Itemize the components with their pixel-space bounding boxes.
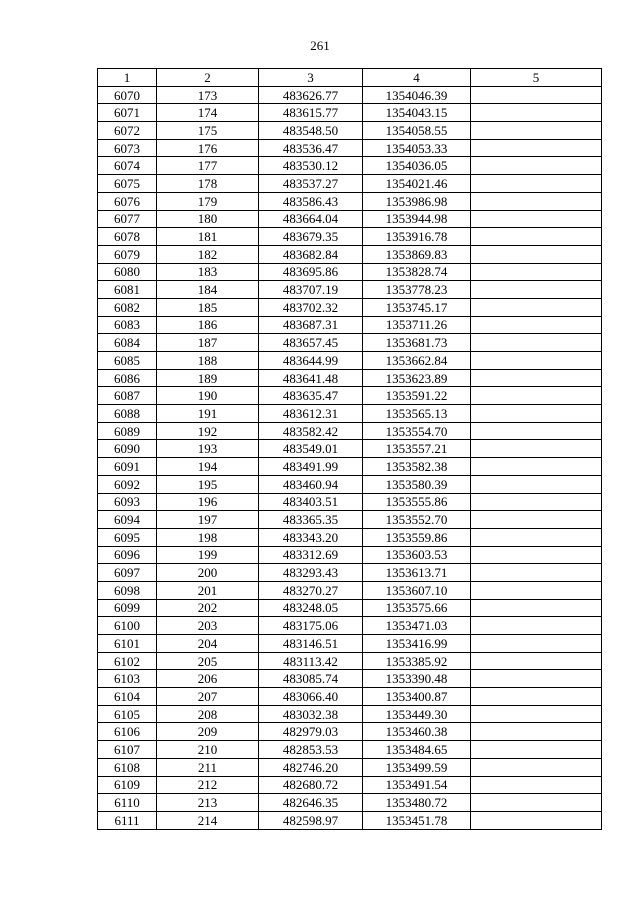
table-cell: 1353582.38 bbox=[363, 458, 471, 476]
table-cell bbox=[471, 405, 602, 423]
table-cell: 483702.32 bbox=[259, 298, 363, 316]
table-cell: 483641.48 bbox=[259, 369, 363, 387]
table-row bbox=[98, 581, 602, 599]
table-cell: 6095 bbox=[98, 528, 157, 546]
table-cell: 6083 bbox=[98, 316, 157, 334]
table-cell bbox=[471, 281, 602, 299]
column-header: 5 bbox=[471, 69, 602, 87]
table-cell: 6074 bbox=[98, 157, 157, 175]
table-cell: 185 bbox=[157, 298, 259, 316]
table-cell: 1353480.72 bbox=[363, 794, 471, 812]
table-row bbox=[98, 564, 602, 582]
table-cell bbox=[471, 86, 602, 104]
table-cell bbox=[471, 758, 602, 776]
table-cell: 6071 bbox=[98, 104, 157, 122]
table-row bbox=[98, 635, 602, 653]
table-cell: 483312.69 bbox=[259, 546, 363, 564]
table-cell: 1354043.15 bbox=[363, 104, 471, 122]
table-cell: 1353681.73 bbox=[363, 334, 471, 352]
table-row bbox=[98, 670, 602, 688]
table-cell: 181 bbox=[157, 228, 259, 246]
table-cell: 180 bbox=[157, 210, 259, 228]
table-cell bbox=[471, 387, 602, 405]
table-cell: 1353559.86 bbox=[363, 528, 471, 546]
table-cell bbox=[471, 688, 602, 706]
table-cell: 203 bbox=[157, 617, 259, 635]
table-cell: 1353565.13 bbox=[363, 405, 471, 423]
table-cell: 483687.31 bbox=[259, 316, 363, 334]
table-cell: 483664.04 bbox=[259, 210, 363, 228]
table-cell: 483343.20 bbox=[259, 528, 363, 546]
table-cell: 173 bbox=[157, 86, 259, 104]
table-cell: 1353869.83 bbox=[363, 245, 471, 263]
table-cell: 1353552.70 bbox=[363, 511, 471, 529]
table-cell: 6072 bbox=[98, 122, 157, 140]
table-cell: 205 bbox=[157, 652, 259, 670]
table-cell bbox=[471, 564, 602, 582]
table-cell: 1353400.87 bbox=[363, 688, 471, 706]
table-cell: 1354036.05 bbox=[363, 157, 471, 175]
table-cell: 1353499.59 bbox=[363, 758, 471, 776]
table-cell: 1353451.78 bbox=[363, 811, 471, 829]
table-cell: 197 bbox=[157, 511, 259, 529]
table-cell: 483626.77 bbox=[259, 86, 363, 104]
table-row bbox=[98, 652, 602, 670]
table-cell: 1353471.03 bbox=[363, 617, 471, 635]
table-cell: 482598.97 bbox=[259, 811, 363, 829]
table-cell: 6102 bbox=[98, 652, 157, 670]
table-row bbox=[98, 122, 602, 140]
table-row bbox=[98, 440, 602, 458]
table-cell: 483248.05 bbox=[259, 599, 363, 617]
table-cell bbox=[471, 546, 602, 564]
table-cell: 6087 bbox=[98, 387, 157, 405]
table-cell: 482746.20 bbox=[259, 758, 363, 776]
table-cell: 483270.27 bbox=[259, 581, 363, 599]
table-cell: 6109 bbox=[98, 776, 157, 794]
table-cell: 6078 bbox=[98, 228, 157, 246]
table-row bbox=[98, 422, 602, 440]
table-cell bbox=[471, 475, 602, 493]
table-cell bbox=[471, 723, 602, 741]
table-row bbox=[98, 387, 602, 405]
table-row bbox=[98, 139, 602, 157]
table-cell: 1354053.33 bbox=[363, 139, 471, 157]
table-row bbox=[98, 794, 602, 812]
table-cell: 6108 bbox=[98, 758, 157, 776]
table-cell: 209 bbox=[157, 723, 259, 741]
table-cell bbox=[471, 776, 602, 794]
table-cell: 202 bbox=[157, 599, 259, 617]
table-cell: 1353554.70 bbox=[363, 422, 471, 440]
table-cell bbox=[471, 228, 602, 246]
table-cell bbox=[471, 263, 602, 281]
coordinates-table bbox=[97, 68, 602, 830]
table-cell: 195 bbox=[157, 475, 259, 493]
table-cell: 483537.27 bbox=[259, 175, 363, 193]
table-cell bbox=[471, 811, 602, 829]
table-cell bbox=[471, 528, 602, 546]
table-cell: 483582.42 bbox=[259, 422, 363, 440]
table-cell: 483491.99 bbox=[259, 458, 363, 476]
table-cell bbox=[471, 352, 602, 370]
table-cell: 188 bbox=[157, 352, 259, 370]
table-row bbox=[98, 688, 602, 706]
table-cell: 483175.06 bbox=[259, 617, 363, 635]
table-cell: 6091 bbox=[98, 458, 157, 476]
column-header: 3 bbox=[259, 69, 363, 87]
table-cell: 1353449.30 bbox=[363, 705, 471, 723]
table-cell bbox=[471, 210, 602, 228]
table-cell: 1353385.92 bbox=[363, 652, 471, 670]
table-cell: 6089 bbox=[98, 422, 157, 440]
table-cell: 6090 bbox=[98, 440, 157, 458]
table-row bbox=[98, 263, 602, 281]
table-cell bbox=[471, 635, 602, 653]
table-cell: 6079 bbox=[98, 245, 157, 263]
table-row bbox=[98, 369, 602, 387]
table-row bbox=[98, 228, 602, 246]
table-row bbox=[98, 192, 602, 210]
table-cell: 1353916.78 bbox=[363, 228, 471, 246]
table-cell: 483365.35 bbox=[259, 511, 363, 529]
table-cell: 1353591.22 bbox=[363, 387, 471, 405]
table-cell: 208 bbox=[157, 705, 259, 723]
table-cell bbox=[471, 122, 602, 140]
table-cell bbox=[471, 192, 602, 210]
column-header: 4 bbox=[363, 69, 471, 87]
table-cell: 184 bbox=[157, 281, 259, 299]
table-row bbox=[98, 210, 602, 228]
table-row bbox=[98, 493, 602, 511]
column-header: 1 bbox=[98, 69, 157, 87]
table-cell: 1353745.17 bbox=[363, 298, 471, 316]
table-cell: 6101 bbox=[98, 635, 157, 653]
table-cell: 206 bbox=[157, 670, 259, 688]
table-cell bbox=[471, 175, 602, 193]
table-cell: 183 bbox=[157, 263, 259, 281]
table-row bbox=[98, 723, 602, 741]
table-cell: 6086 bbox=[98, 369, 157, 387]
table-cell: 6073 bbox=[98, 139, 157, 157]
table-row bbox=[98, 458, 602, 476]
table-row bbox=[98, 599, 602, 617]
table-cell bbox=[471, 670, 602, 688]
header-row bbox=[98, 69, 602, 87]
table-cell: 6110 bbox=[98, 794, 157, 812]
table-cell: 1354046.39 bbox=[363, 86, 471, 104]
table-cell bbox=[471, 298, 602, 316]
table-cell: 175 bbox=[157, 122, 259, 140]
table-cell: 210 bbox=[157, 741, 259, 759]
table-cell: 198 bbox=[157, 528, 259, 546]
table-cell: 6103 bbox=[98, 670, 157, 688]
table-cell: 6093 bbox=[98, 493, 157, 511]
table-cell: 1353778.23 bbox=[363, 281, 471, 299]
page-number: 261 bbox=[310, 38, 330, 53]
table-row bbox=[98, 511, 602, 529]
table-cell: 6105 bbox=[98, 705, 157, 723]
table-row bbox=[98, 811, 602, 829]
table-cell: 1353575.66 bbox=[363, 599, 471, 617]
table-cell: 177 bbox=[157, 157, 259, 175]
table-cell: 6097 bbox=[98, 564, 157, 582]
table-row bbox=[98, 298, 602, 316]
table-cell: 483066.40 bbox=[259, 688, 363, 706]
table-cell: 179 bbox=[157, 192, 259, 210]
table-cell: 483612.31 bbox=[259, 405, 363, 423]
table-cell: 196 bbox=[157, 493, 259, 511]
table-row bbox=[98, 86, 602, 104]
table-cell: 482979.03 bbox=[259, 723, 363, 741]
table-cell: 189 bbox=[157, 369, 259, 387]
table-row bbox=[98, 175, 602, 193]
table-cell: 483644.99 bbox=[259, 352, 363, 370]
table-row bbox=[98, 316, 602, 334]
table-cell: 1353662.84 bbox=[363, 352, 471, 370]
table-cell: 1353390.48 bbox=[363, 670, 471, 688]
table-cell: 201 bbox=[157, 581, 259, 599]
table-cell: 6070 bbox=[98, 86, 157, 104]
table-cell bbox=[471, 369, 602, 387]
table-row bbox=[98, 776, 602, 794]
table-cell: 1353986.98 bbox=[363, 192, 471, 210]
table-cell: 6100 bbox=[98, 617, 157, 635]
table-cell: 1353613.71 bbox=[363, 564, 471, 582]
table-cell bbox=[471, 245, 602, 263]
table-cell: 483032.38 bbox=[259, 705, 363, 723]
table-cell: 1354021.46 bbox=[363, 175, 471, 193]
table-cell bbox=[471, 104, 602, 122]
table-row bbox=[98, 352, 602, 370]
table-cell: 483707.19 bbox=[259, 281, 363, 299]
table-cell: 187 bbox=[157, 334, 259, 352]
table-cell: 483657.45 bbox=[259, 334, 363, 352]
table-row bbox=[98, 546, 602, 564]
table-cell bbox=[471, 652, 602, 670]
table-cell: 1353580.39 bbox=[363, 475, 471, 493]
table-cell: 6076 bbox=[98, 192, 157, 210]
table-cell bbox=[471, 705, 602, 723]
table-cell: 6106 bbox=[98, 723, 157, 741]
table-cell: 199 bbox=[157, 546, 259, 564]
table-row bbox=[98, 617, 602, 635]
table-cell bbox=[471, 617, 602, 635]
table-cell: 1353416.99 bbox=[363, 635, 471, 653]
table-cell: 483293.43 bbox=[259, 564, 363, 582]
table-row bbox=[98, 281, 602, 299]
table-cell: 1353484.65 bbox=[363, 741, 471, 759]
table-cell bbox=[471, 794, 602, 812]
table-cell: 1353944.98 bbox=[363, 210, 471, 228]
table-cell: 483548.50 bbox=[259, 122, 363, 140]
table-cell: 190 bbox=[157, 387, 259, 405]
table-cell bbox=[471, 422, 602, 440]
table-cell bbox=[471, 334, 602, 352]
table-cell: 1353623.89 bbox=[363, 369, 471, 387]
table-cell: 6094 bbox=[98, 511, 157, 529]
table-cell: 6099 bbox=[98, 599, 157, 617]
table-cell: 1353603.53 bbox=[363, 546, 471, 564]
table-row bbox=[98, 334, 602, 352]
table-cell: 213 bbox=[157, 794, 259, 812]
table-cell: 483146.51 bbox=[259, 635, 363, 653]
table-cell: 212 bbox=[157, 776, 259, 794]
table-header bbox=[98, 69, 602, 87]
table-cell: 6096 bbox=[98, 546, 157, 564]
table-cell: 186 bbox=[157, 316, 259, 334]
table-cell: 1353460.38 bbox=[363, 723, 471, 741]
table-cell: 6085 bbox=[98, 352, 157, 370]
table-cell: 483113.42 bbox=[259, 652, 363, 670]
table-cell: 214 bbox=[157, 811, 259, 829]
table-cell: 194 bbox=[157, 458, 259, 476]
table-cell bbox=[471, 316, 602, 334]
table-cell: 483586.43 bbox=[259, 192, 363, 210]
table-cell: 483635.47 bbox=[259, 387, 363, 405]
table-cell: 483615.77 bbox=[259, 104, 363, 122]
table-cell: 483460.94 bbox=[259, 475, 363, 493]
table-row bbox=[98, 405, 602, 423]
table-cell: 6107 bbox=[98, 741, 157, 759]
table-cell: 1353491.54 bbox=[363, 776, 471, 794]
table-cell: 6088 bbox=[98, 405, 157, 423]
table-body bbox=[98, 86, 602, 829]
table-cell: 483549.01 bbox=[259, 440, 363, 458]
table-cell bbox=[471, 493, 602, 511]
table-cell: 211 bbox=[157, 758, 259, 776]
table-cell: 191 bbox=[157, 405, 259, 423]
table-row bbox=[98, 104, 602, 122]
table-cell: 6111 bbox=[98, 811, 157, 829]
table-cell: 174 bbox=[157, 104, 259, 122]
table-cell: 483682.84 bbox=[259, 245, 363, 263]
table-cell: 1353557.21 bbox=[363, 440, 471, 458]
table-cell bbox=[471, 599, 602, 617]
table-cell: 1353555.86 bbox=[363, 493, 471, 511]
table-cell: 6077 bbox=[98, 210, 157, 228]
table-cell bbox=[471, 157, 602, 175]
table-row bbox=[98, 705, 602, 723]
table-cell bbox=[471, 440, 602, 458]
table-cell: 6080 bbox=[98, 263, 157, 281]
table-cell bbox=[471, 458, 602, 476]
table-cell: 483679.35 bbox=[259, 228, 363, 246]
table-cell: 482646.35 bbox=[259, 794, 363, 812]
table-cell: 6098 bbox=[98, 581, 157, 599]
table-cell: 200 bbox=[157, 564, 259, 582]
table-cell: 1354058.55 bbox=[363, 122, 471, 140]
table-cell: 178 bbox=[157, 175, 259, 193]
table-cell: 1353828.74 bbox=[363, 263, 471, 281]
table-cell bbox=[471, 581, 602, 599]
table-cell: 192 bbox=[157, 422, 259, 440]
table-row bbox=[98, 245, 602, 263]
table-row bbox=[98, 157, 602, 175]
table-cell: 483530.12 bbox=[259, 157, 363, 175]
table-cell: 483695.86 bbox=[259, 263, 363, 281]
table-row bbox=[98, 758, 602, 776]
table-cell: 482853.53 bbox=[259, 741, 363, 759]
table-cell: 483085.74 bbox=[259, 670, 363, 688]
table-cell: 1353711.26 bbox=[363, 316, 471, 334]
table-cell: 176 bbox=[157, 139, 259, 157]
table-cell: 6075 bbox=[98, 175, 157, 193]
table-row bbox=[98, 528, 602, 546]
table-cell: 483403.51 bbox=[259, 493, 363, 511]
table-cell: 193 bbox=[157, 440, 259, 458]
table-cell: 204 bbox=[157, 635, 259, 653]
table-cell: 483536.47 bbox=[259, 139, 363, 157]
table-cell: 1353607.10 bbox=[363, 581, 471, 599]
table-cell: 6084 bbox=[98, 334, 157, 352]
table-cell bbox=[471, 511, 602, 529]
table-cell: 6104 bbox=[98, 688, 157, 706]
table-cell bbox=[471, 139, 602, 157]
table-row bbox=[98, 475, 602, 493]
table-cell bbox=[471, 741, 602, 759]
table-cell: 207 bbox=[157, 688, 259, 706]
table-row bbox=[98, 741, 602, 759]
table-cell: 182 bbox=[157, 245, 259, 263]
table-cell: 6092 bbox=[98, 475, 157, 493]
table-cell: 6082 bbox=[98, 298, 157, 316]
table-cell: 6081 bbox=[98, 281, 157, 299]
column-header: 2 bbox=[157, 69, 259, 87]
table-cell: 482680.72 bbox=[259, 776, 363, 794]
